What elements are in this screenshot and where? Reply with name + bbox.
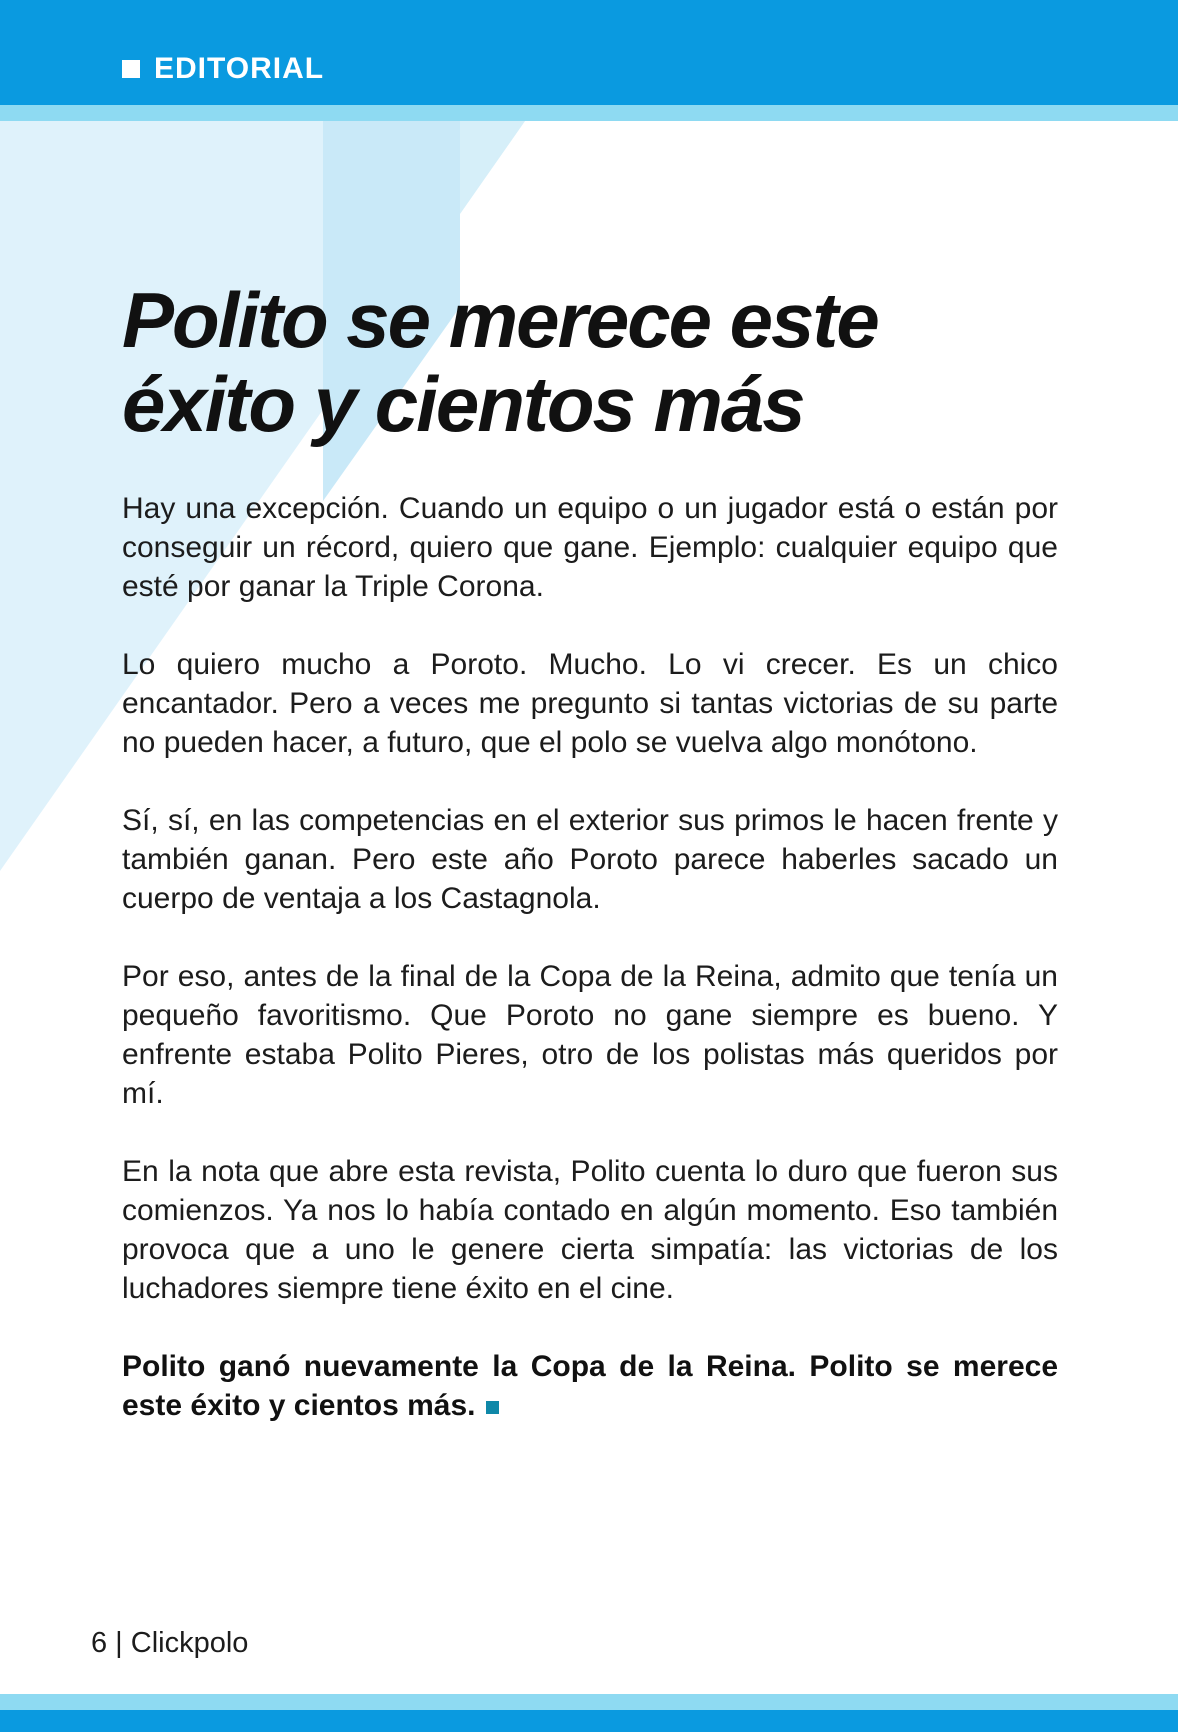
headline-line-1: Polito se merece este <box>122 276 878 364</box>
closing-text: Polito ganó nuevamente la Copa de la Reina. Polito se merece este éxito y cientos más. <box>122 1350 1058 1422</box>
footer-stripe <box>0 1694 1178 1710</box>
article-body <box>122 489 1058 1425</box>
page-folio: 6 | Clickpolo <box>91 1627 249 1659</box>
section-label-text: EDITORIAL <box>154 52 325 85</box>
closing-paragraph <box>122 1347 1058 1425</box>
paragraph-2: Lo quiero mucho a Poroto. Mucho. Lo vi crecer. Es un chico encantador. Pero a veces me pregunto si tantas victorias de su parte no pueden hacer, a futuro, que el polo se vuelva algo monótono. <box>122 648 1058 759</box>
headline-line-2: éxito y cientos más <box>122 360 804 448</box>
header-stripe <box>0 105 1178 121</box>
end-square-icon <box>486 1401 499 1414</box>
footer-bar <box>0 1710 1178 1732</box>
paragraph-4: Por eso, antes de la final de la Copa de la Reina, admito que tenía un pequeño favoritismo. Que Poroto no gane siempre es bueno. Y enfrente estaba Polito Pieres, otro de los polistas más queridos por mí. <box>122 960 1058 1110</box>
paragraph-5: En la nota que abre esta revista, Polito cuenta lo duro que fueron sus comienzos. Ya nos lo había contado en algún momento. Eso también provoca que a uno le genere cierta simpatía: las victorias de los luchadores siempre tiene éxito en el cine. <box>122 1155 1058 1305</box>
headline <box>122 278 1082 446</box>
paragraph-1: Hay una excepción. Cuando un equipo o un jugador está o están por conseguir un récord, quiero que gane. Ejemplo: cualquier equipo que esté por ganar la Triple Corona. <box>122 492 1058 603</box>
section-square-icon <box>122 60 140 78</box>
paragraph-3: Sí, sí, en las competencias en el exterior sus primos le hacen frente y también ganan. Pero este año Poroto parece haberles sacado un cuerpo de ventaja a los Castagnola. <box>122 804 1058 915</box>
section-label <box>122 46 324 92</box>
accent-band-tip <box>460 121 525 214</box>
